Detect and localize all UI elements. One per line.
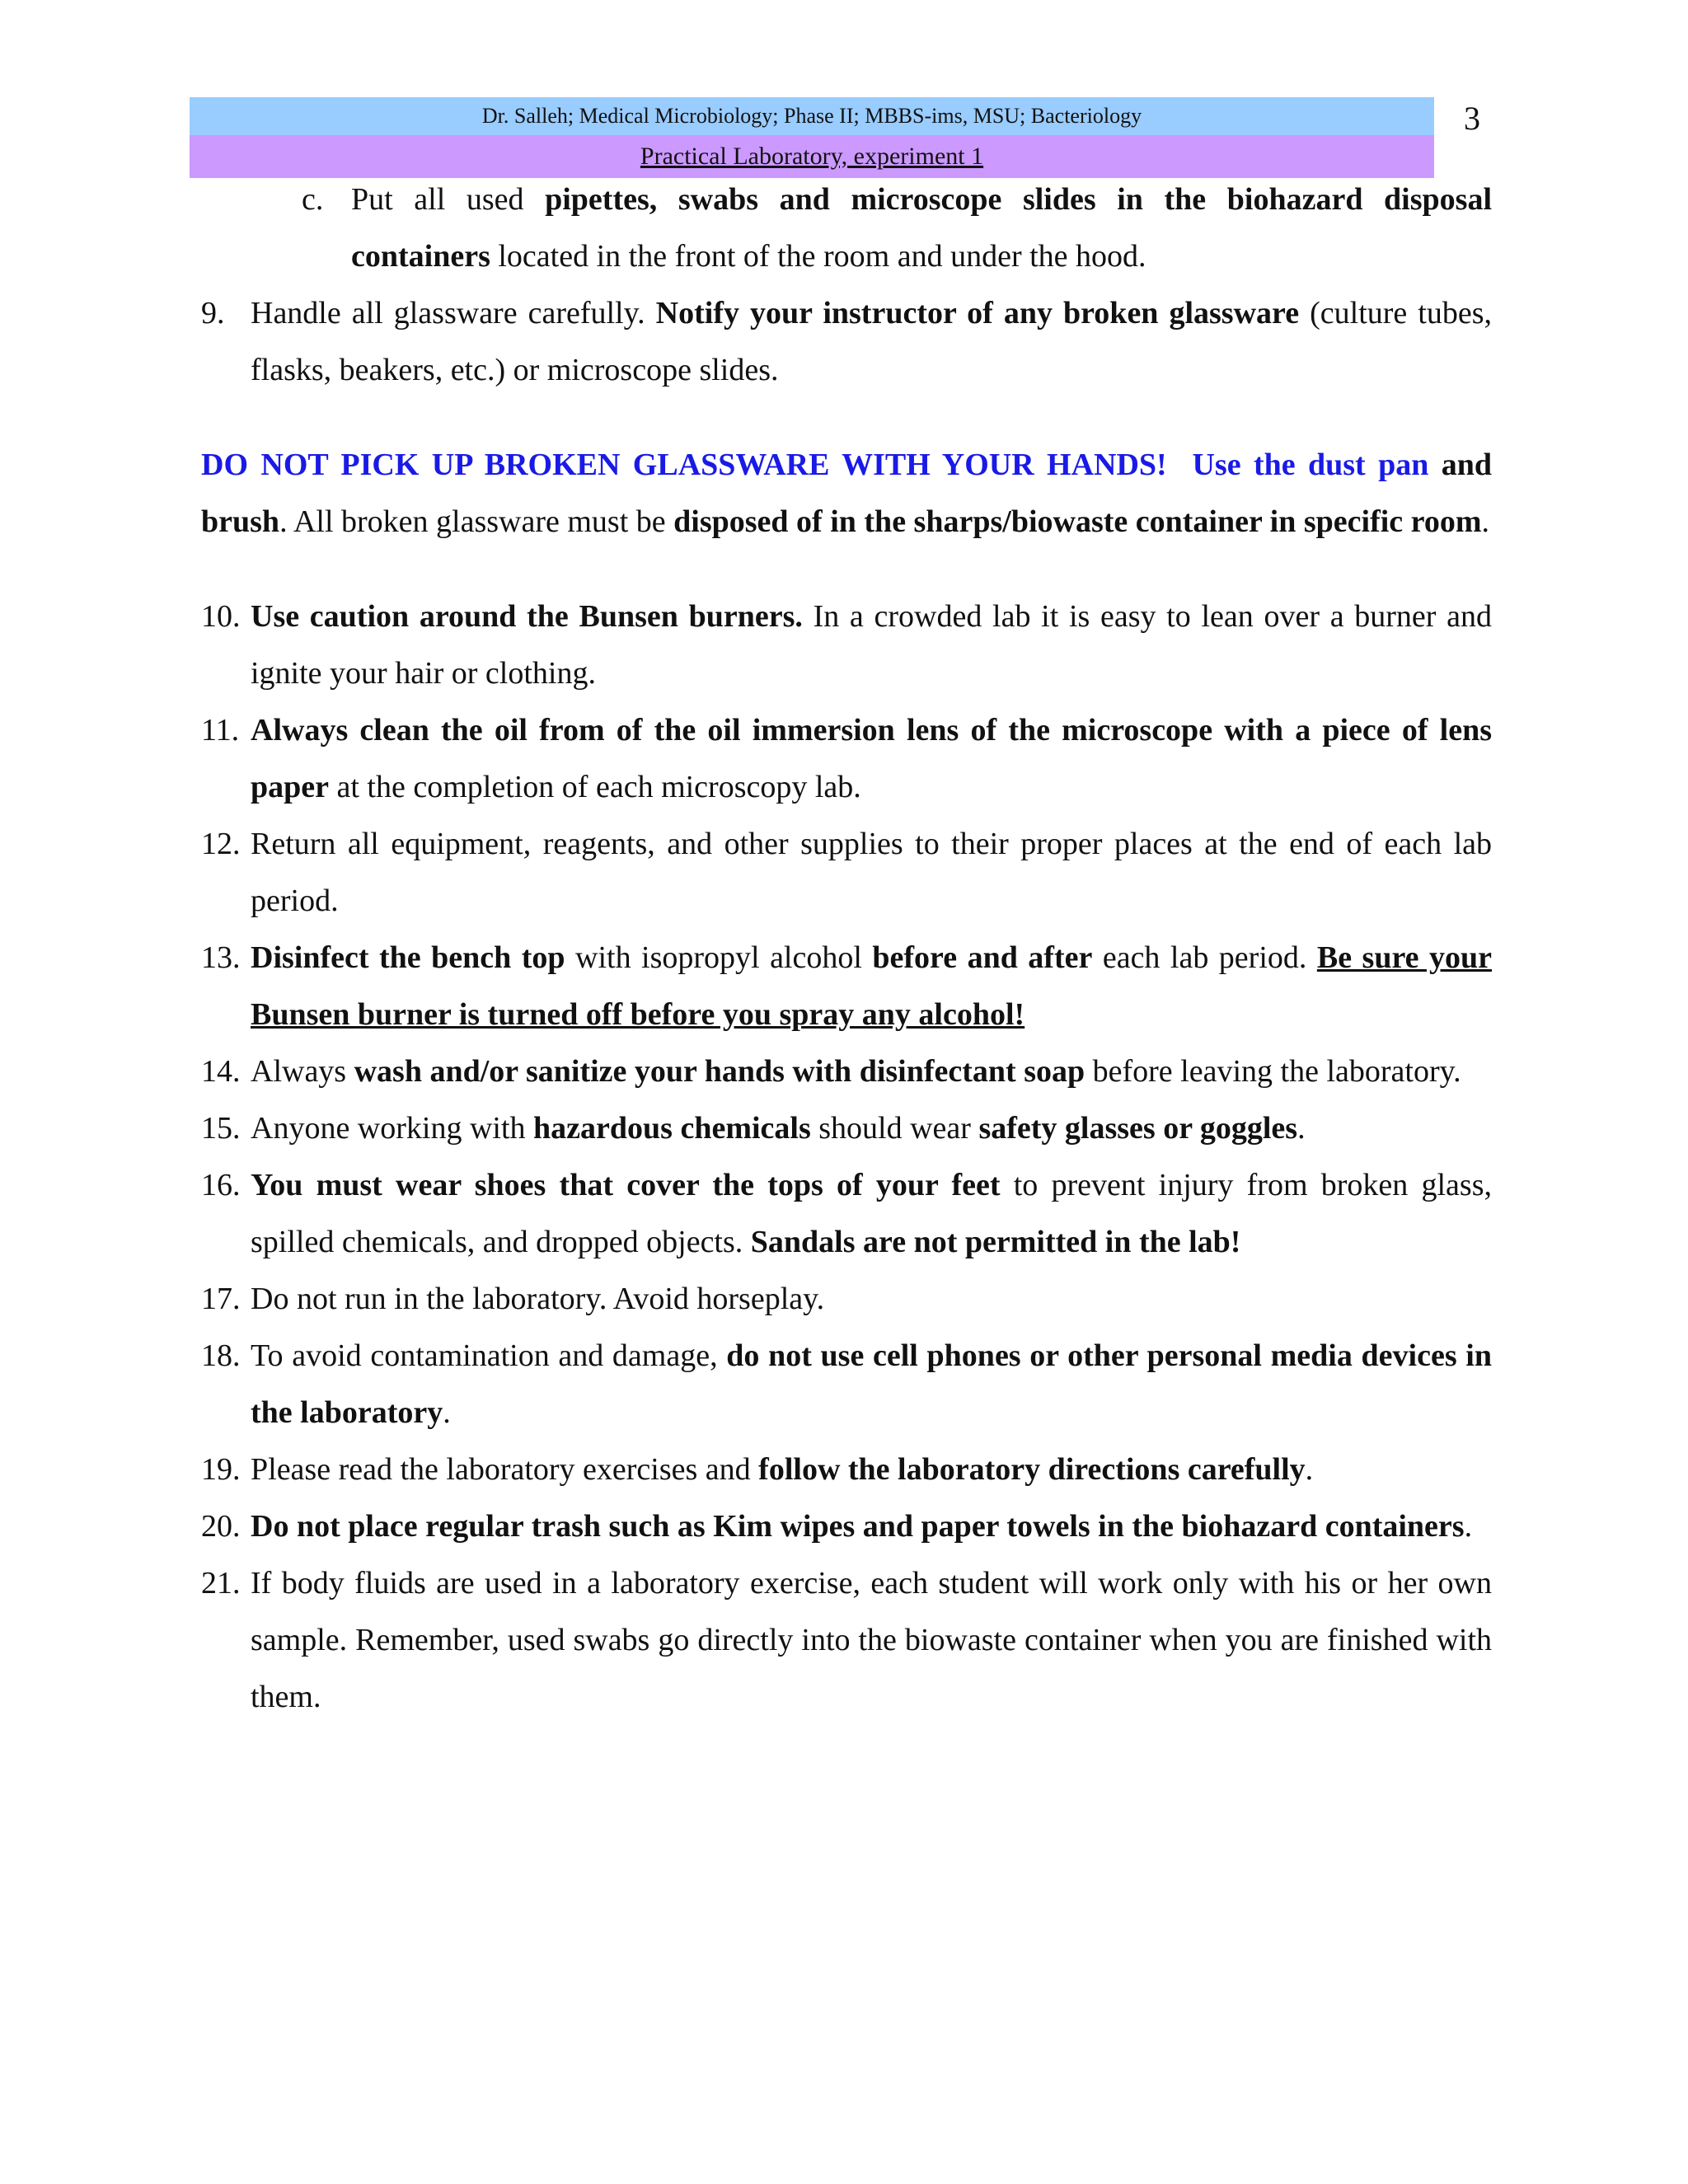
list-number: 15. <box>201 1111 241 1146</box>
warning-blue-text: Use the dust pan <box>1192 448 1429 482</box>
list-item-16 <box>201 1157 1492 1271</box>
item-bold-text: Use caution around the Bunsen burners. <box>251 599 803 634</box>
list-number: 21. <box>201 1566 241 1601</box>
list-item-14 <box>201 1043 1492 1100</box>
list-number: 9. <box>201 296 225 330</box>
item-text: should wear <box>810 1111 979 1146</box>
warning-bold-text: disposed of in the sharps/biowaste container in specific room <box>673 504 1482 539</box>
list-number: 14. <box>201 1054 241 1089</box>
item-text: Return all equipment, reagents, and other supplies to their proper places at the end of each lab period. <box>251 827 1492 918</box>
item-text: Put all used <box>351 182 546 217</box>
list-number: 20. <box>201 1509 241 1544</box>
item-bold-text: Do not place regular trash such as Kim wipes and paper towels in the biohazard containers <box>251 1509 1465 1544</box>
item-text: . <box>1464 1509 1473 1544</box>
warning-bold-text: and brush <box>201 448 1493 539</box>
item-text: In a crowded lab it is easy to lean over a burner and ignite your hair or clothing. <box>251 599 1493 691</box>
list-number: 16. <box>201 1168 241 1202</box>
item-bold-text: Notify your instructor of any broken glassware <box>655 296 1300 330</box>
broken-glassware-warning <box>201 437 1492 551</box>
list-item-17 <box>201 1271 1492 1328</box>
list-number: 13. <box>201 940 241 975</box>
list-number: 19. <box>201 1452 241 1487</box>
item-text: . <box>1297 1111 1306 1146</box>
item-text: . <box>443 1395 451 1430</box>
warning-blue-text: DO NOT PICK UP BROKEN GLASSWARE WITH YOUR HANDS! <box>201 448 1167 482</box>
item-text: with isopropyl alcohol <box>565 940 873 975</box>
list-item-9 <box>201 285 1492 399</box>
list-item-13 <box>201 930 1492 1043</box>
item-text: Always <box>251 1054 354 1089</box>
item-bold-text: Sandals are not permitted in the lab! <box>750 1225 1241 1259</box>
item-text: before leaving the laboratory. <box>1085 1054 1461 1089</box>
item-text: each lab period. <box>1092 940 1317 975</box>
list-marker: c. <box>302 182 324 217</box>
list-number: 17. <box>201 1282 241 1316</box>
list-item-15 <box>201 1100 1492 1157</box>
list-item-20 <box>201 1498 1492 1555</box>
header-course-line: Dr. Salleh; Medical Microbiology; Phase II; MBBS-ims, MSU; Bacteriology <box>190 97 1434 135</box>
list-number: 10. <box>201 599 241 634</box>
list-item-c <box>201 171 1492 285</box>
item-bold-text: hazardous chemicals <box>533 1111 811 1146</box>
item-text: Do not run in the laboratory. Avoid horseplay. <box>251 1282 825 1316</box>
warning-text: . <box>1481 504 1489 539</box>
page-header <box>190 97 1434 178</box>
list-item-19 <box>201 1441 1492 1498</box>
item-text: If body fluids are used in a laboratory exercise, each student will work only with his or her own sample. Remember, used swabs go directly into the biowaste container when you are finished with them. <box>251 1566 1492 1714</box>
item-text: . <box>1305 1452 1314 1487</box>
list-number: 12. <box>201 827 241 861</box>
item-text: at the completion of each microscopy lab. <box>329 770 861 804</box>
item-bold-text: before and after <box>872 940 1093 975</box>
safety-rules-content <box>201 171 1492 1726</box>
item-bold-text: You must wear shoes that cover the tops of your feet <box>251 1168 1001 1202</box>
warning-text: . All broken glassware must be <box>279 504 674 539</box>
list-number: 18. <box>201 1338 241 1373</box>
list-item-18 <box>201 1328 1492 1441</box>
header-experiment-line: Practical Laboratory, experiment 1 <box>190 135 1434 178</box>
item-text: (culture tubes, flasks, beakers, etc.) or microscope slides. <box>251 296 1492 387</box>
item-bold-text: safety glasses or goggles <box>978 1111 1298 1146</box>
item-text: Please read the laboratory exercises and <box>251 1452 759 1487</box>
item-text: Anyone working with <box>251 1111 534 1146</box>
item-bold-text: pipettes, swabs and microscope slides in the biohazard disposal containers <box>351 182 1492 274</box>
item-bold-underlined-text: Be sure your Bunsen burner is turned off before you spray any alcohol! <box>251 940 1492 1032</box>
list-item-12 <box>201 816 1492 930</box>
page-number: 3 <box>1464 100 1480 137</box>
item-text: to prevent injury from broken glass, spilled chemicals, and dropped objects. <box>251 1168 1492 1259</box>
item-bold-text: do not use cell phones or other personal media devices in the laboratory <box>251 1338 1492 1430</box>
item-bold-text: Always clean the oil from of the oil immersion lens of the microscope with a piece of lens paper <box>251 713 1492 804</box>
list-number: 11. <box>201 713 240 748</box>
item-text: To avoid contamination and damage, <box>251 1338 727 1373</box>
item-bold-text: wash and/or sanitize your hands with disinfectant soap <box>354 1054 1085 1089</box>
item-bold-text: follow the laboratory directions carefully <box>758 1452 1306 1487</box>
list-item-10 <box>201 588 1492 702</box>
item-text: Handle all glassware carefully. <box>251 296 656 330</box>
list-item-21 <box>201 1555 1492 1726</box>
item-bold-text: Disinfect the bench top <box>251 940 565 975</box>
item-text: located in the front of the room and under the hood. <box>490 239 1146 274</box>
list-item-11 <box>201 702 1492 816</box>
